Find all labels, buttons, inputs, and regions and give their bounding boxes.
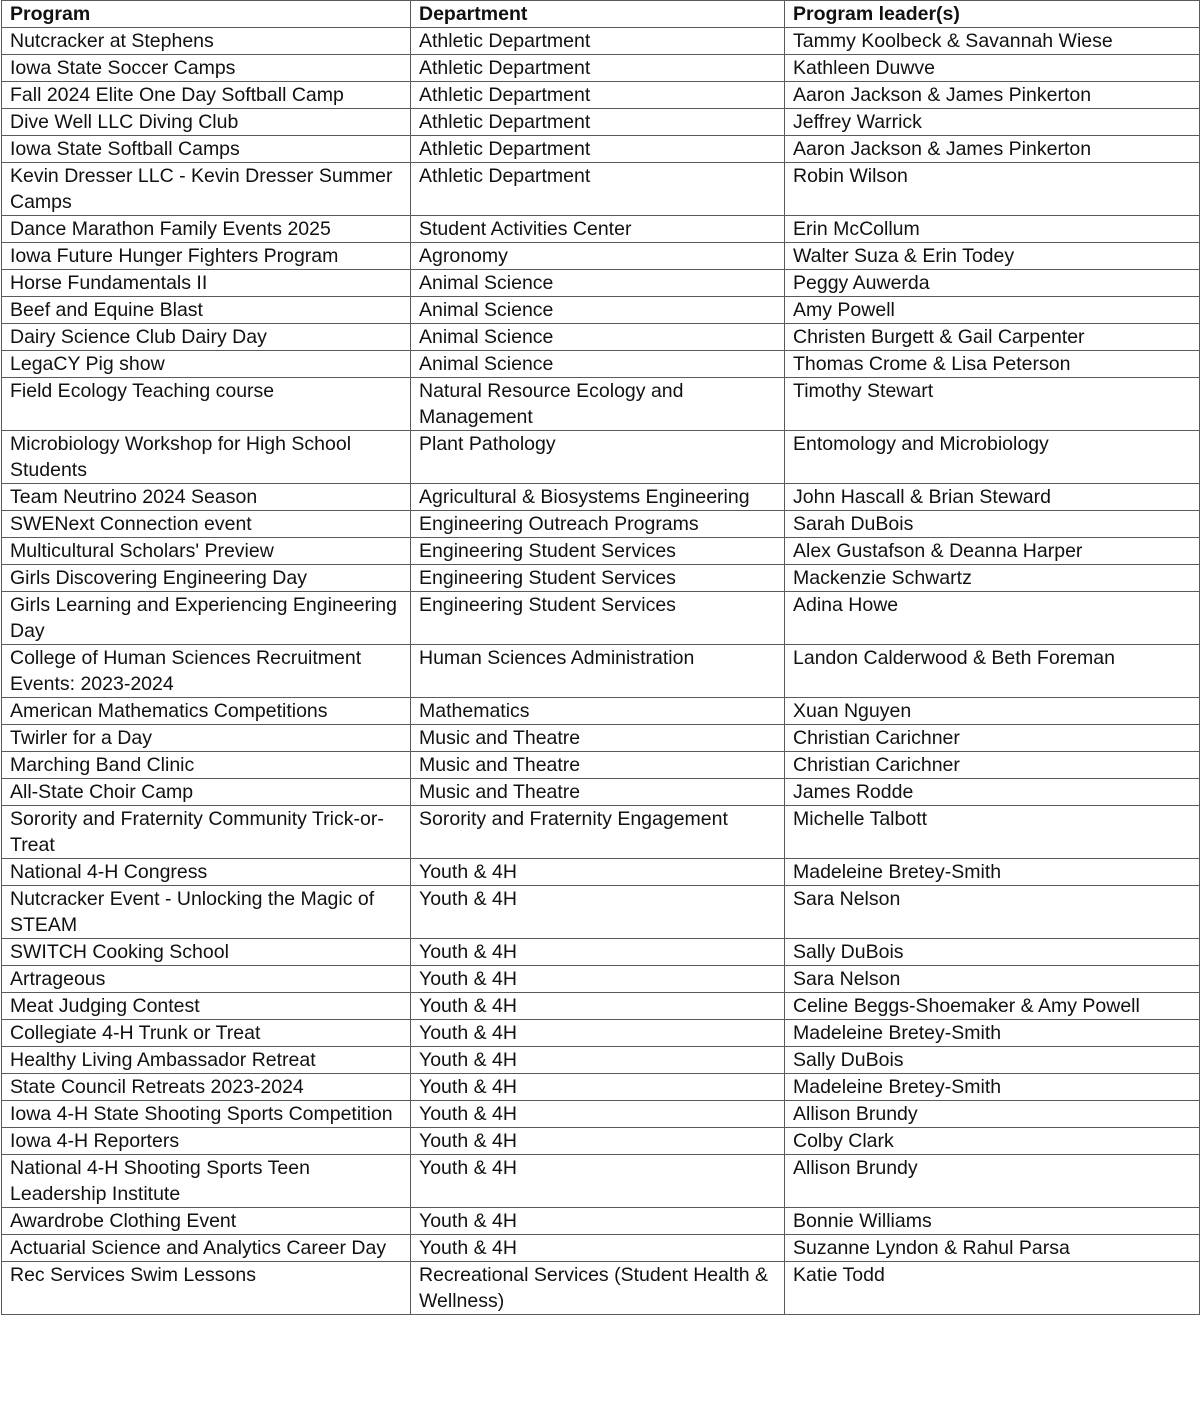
- table-row: [2, 484, 1200, 511]
- cell-department: Plant Pathology: [411, 431, 785, 484]
- cell-program-leaders: Amy Powell: [785, 297, 1200, 324]
- cell-department: Student Activities Center: [411, 216, 785, 243]
- cell-department: Athletic Department: [411, 28, 785, 55]
- cell-program-leaders: Sarah DuBois: [785, 511, 1200, 538]
- cell-department: Athletic Department: [411, 109, 785, 136]
- cell-department: Youth & 4H: [411, 1101, 785, 1128]
- table-row: [2, 1235, 1200, 1262]
- table-row: [2, 216, 1200, 243]
- cell-program: SWITCH Cooking School: [2, 939, 411, 966]
- cell-program: Artrageous: [2, 966, 411, 993]
- table-row: [2, 55, 1200, 82]
- cell-program-leaders: Mackenzie Schwartz: [785, 565, 1200, 592]
- cell-program-leaders: Timothy Stewart: [785, 378, 1200, 431]
- cell-program-leaders: Landon Calderwood & Beth Foreman: [785, 645, 1200, 698]
- cell-program-leaders: Xuan Nguyen: [785, 698, 1200, 725]
- cell-program-leaders: Bonnie Williams: [785, 1208, 1200, 1235]
- table-row: [2, 378, 1200, 431]
- cell-program-leaders: Peggy Auwerda: [785, 270, 1200, 297]
- cell-department: Mathematics: [411, 698, 785, 725]
- table-row: [2, 1020, 1200, 1047]
- table-row: [2, 351, 1200, 378]
- table-row: [2, 28, 1200, 55]
- cell-program: State Council Retreats 2023-2024: [2, 1074, 411, 1101]
- cell-program-leaders: Walter Suza & Erin Todey: [785, 243, 1200, 270]
- cell-department: Music and Theatre: [411, 779, 785, 806]
- cell-program: Nutcracker Event - Unlocking the Magic of STEAM: [2, 886, 411, 939]
- cell-program-leaders: Thomas Crome & Lisa Peterson: [785, 351, 1200, 378]
- cell-program-leaders: Robin Wilson: [785, 163, 1200, 216]
- table-row: [2, 645, 1200, 698]
- cell-department: Agronomy: [411, 243, 785, 270]
- cell-program-leaders: Christian Carichner: [785, 752, 1200, 779]
- table-row: [2, 297, 1200, 324]
- table-row: [2, 1047, 1200, 1074]
- cell-department: Youth & 4H: [411, 1074, 785, 1101]
- table-row: [2, 779, 1200, 806]
- cell-program-leaders: Kathleen Duwve: [785, 55, 1200, 82]
- cell-department: Human Sciences Administration: [411, 645, 785, 698]
- cell-program-leaders: James Rodde: [785, 779, 1200, 806]
- cell-program-leaders: Entomology and Microbiology: [785, 431, 1200, 484]
- cell-department: Animal Science: [411, 324, 785, 351]
- table-row: [2, 1101, 1200, 1128]
- cell-program: Healthy Living Ambassador Retreat: [2, 1047, 411, 1074]
- cell-department: Engineering Outreach Programs: [411, 511, 785, 538]
- table-row: [2, 725, 1200, 752]
- cell-department: Youth & 4H: [411, 1155, 785, 1208]
- cell-department: Music and Theatre: [411, 725, 785, 752]
- table-row: [2, 163, 1200, 216]
- table-row: [2, 1155, 1200, 1208]
- cell-program: American Mathematics Competitions: [2, 698, 411, 725]
- cell-program-leaders: Aaron Jackson & James Pinkerton: [785, 82, 1200, 109]
- cell-department: Animal Science: [411, 351, 785, 378]
- cell-program: Iowa 4-H State Shooting Sports Competition: [2, 1101, 411, 1128]
- cell-department: Music and Theatre: [411, 752, 785, 779]
- cell-program: Iowa State Softball Camps: [2, 136, 411, 163]
- cell-program-leaders: Allison Brundy: [785, 1101, 1200, 1128]
- table-row: [2, 1074, 1200, 1101]
- column-header-program: Program: [2, 1, 411, 28]
- cell-department: Animal Science: [411, 270, 785, 297]
- column-header-department: Department: [411, 1, 785, 28]
- cell-program: Iowa 4-H Reporters: [2, 1128, 411, 1155]
- cell-program: Multicultural Scholars' Preview: [2, 538, 411, 565]
- cell-department: Engineering Student Services: [411, 565, 785, 592]
- table-row: [2, 1208, 1200, 1235]
- cell-department: Engineering Student Services: [411, 538, 785, 565]
- cell-program-leaders: Suzanne Lyndon & Rahul Parsa: [785, 1235, 1200, 1262]
- cell-department: Youth & 4H: [411, 1020, 785, 1047]
- table-row: [2, 859, 1200, 886]
- cell-department: Sorority and Fraternity Engagement: [411, 806, 785, 859]
- cell-program-leaders: Christen Burgett & Gail Carpenter: [785, 324, 1200, 351]
- table-row: [2, 886, 1200, 939]
- cell-program: Horse Fundamentals II: [2, 270, 411, 297]
- cell-department: Youth & 4H: [411, 966, 785, 993]
- cell-program-leaders: Madeleine Bretey-Smith: [785, 1074, 1200, 1101]
- cell-department: Youth & 4H: [411, 993, 785, 1020]
- cell-program: SWENext Connection event: [2, 511, 411, 538]
- cell-department: Athletic Department: [411, 55, 785, 82]
- cell-program: Rec Services Swim Lessons: [2, 1262, 411, 1315]
- cell-department: Natural Resource Ecology and Management: [411, 378, 785, 431]
- cell-program: Iowa State Soccer Camps: [2, 55, 411, 82]
- cell-department: Youth & 4H: [411, 939, 785, 966]
- table-row: [2, 109, 1200, 136]
- cell-program-leaders: Christian Carichner: [785, 725, 1200, 752]
- table-row: [2, 82, 1200, 109]
- cell-program: All-State Choir Camp: [2, 779, 411, 806]
- cell-program: Marching Band Clinic: [2, 752, 411, 779]
- table-row: [2, 752, 1200, 779]
- cell-program: Iowa Future Hunger Fighters Program: [2, 243, 411, 270]
- cell-program-leaders: Tammy Koolbeck & Savannah Wiese: [785, 28, 1200, 55]
- cell-program: Dairy Science Club Dairy Day: [2, 324, 411, 351]
- cell-program: Sorority and Fraternity Community Trick-or-Treat: [2, 806, 411, 859]
- cell-department: Animal Science: [411, 297, 785, 324]
- cell-program-leaders: John Hascall & Brian Steward: [785, 484, 1200, 511]
- cell-program: Team Neutrino 2024 Season: [2, 484, 411, 511]
- cell-program: Beef and Equine Blast: [2, 297, 411, 324]
- column-header-program-leaders: Program leader(s): [785, 1, 1200, 28]
- table-row: [2, 243, 1200, 270]
- cell-department: Youth & 4H: [411, 859, 785, 886]
- cell-program-leaders: Sally DuBois: [785, 1047, 1200, 1074]
- cell-program: College of Human Sciences Recruitment Events: 2023-2024: [2, 645, 411, 698]
- table-row: [2, 806, 1200, 859]
- cell-program: Girls Learning and Experiencing Engineering Day: [2, 592, 411, 645]
- cell-program: Kevin Dresser LLC - Kevin Dresser Summer Camps: [2, 163, 411, 216]
- cell-program: National 4-H Shooting Sports Teen Leadership Institute: [2, 1155, 411, 1208]
- cell-program-leaders: Adina Howe: [785, 592, 1200, 645]
- cell-program-leaders: Michelle Talbott: [785, 806, 1200, 859]
- cell-program: Microbiology Workshop for High School Students: [2, 431, 411, 484]
- cell-program: Twirler for a Day: [2, 725, 411, 752]
- cell-department: Athletic Department: [411, 82, 785, 109]
- table-row: [2, 511, 1200, 538]
- table-row: [2, 324, 1200, 351]
- cell-department: Recreational Services (Student Health & Wellness): [411, 1262, 785, 1315]
- table-row: [2, 592, 1200, 645]
- cell-department: Athletic Department: [411, 136, 785, 163]
- cell-department: Youth & 4H: [411, 1047, 785, 1074]
- cell-department: Engineering Student Services: [411, 592, 785, 645]
- cell-program-leaders: Sally DuBois: [785, 939, 1200, 966]
- cell-program: National 4-H Congress: [2, 859, 411, 886]
- table-row: [2, 270, 1200, 297]
- cell-program-leaders: Colby Clark: [785, 1128, 1200, 1155]
- table-row: [2, 993, 1200, 1020]
- cell-department: Youth & 4H: [411, 1235, 785, 1262]
- cell-department: Youth & 4H: [411, 1208, 785, 1235]
- table-row: [2, 939, 1200, 966]
- table-row: [2, 431, 1200, 484]
- cell-program: Actuarial Science and Analytics Career Day: [2, 1235, 411, 1262]
- table-row: [2, 1262, 1200, 1315]
- cell-department: Athletic Department: [411, 163, 785, 216]
- table-row: [2, 966, 1200, 993]
- cell-program-leaders: Madeleine Bretey-Smith: [785, 1020, 1200, 1047]
- programs-table: [1, 0, 1200, 1315]
- cell-program-leaders: Alex Gustafson & Deanna Harper: [785, 538, 1200, 565]
- cell-program-leaders: Celine Beggs-Shoemaker & Amy Powell: [785, 993, 1200, 1020]
- cell-program: Collegiate 4-H Trunk or Treat: [2, 1020, 411, 1047]
- cell-program: LegaCY Pig show: [2, 351, 411, 378]
- cell-program-leaders: Aaron Jackson & James Pinkerton: [785, 136, 1200, 163]
- cell-program: Nutcracker at Stephens: [2, 28, 411, 55]
- cell-program: Awardrobe Clothing Event: [2, 1208, 411, 1235]
- cell-department: Agricultural & Biosystems Engineering: [411, 484, 785, 511]
- table-row: [2, 1128, 1200, 1155]
- cell-program-leaders: Allison Brundy: [785, 1155, 1200, 1208]
- table-body: [2, 28, 1200, 1315]
- cell-program: Dance Marathon Family Events 2025: [2, 216, 411, 243]
- cell-program: Meat Judging Contest: [2, 993, 411, 1020]
- cell-program-leaders: Sara Nelson: [785, 886, 1200, 939]
- cell-program-leaders: Katie Todd: [785, 1262, 1200, 1315]
- cell-program: Dive Well LLC Diving Club: [2, 109, 411, 136]
- table-row: [2, 538, 1200, 565]
- table-row: [2, 136, 1200, 163]
- header-row: [2, 1, 1200, 28]
- cell-program-leaders: Jeffrey Warrick: [785, 109, 1200, 136]
- table-row: [2, 698, 1200, 725]
- cell-department: Youth & 4H: [411, 886, 785, 939]
- cell-program-leaders: Madeleine Bretey-Smith: [785, 859, 1200, 886]
- cell-program: Field Ecology Teaching course: [2, 378, 411, 431]
- cell-department: Youth & 4H: [411, 1128, 785, 1155]
- cell-program-leaders: Erin McCollum: [785, 216, 1200, 243]
- cell-program-leaders: Sara Nelson: [785, 966, 1200, 993]
- cell-program: Girls Discovering Engineering Day: [2, 565, 411, 592]
- cell-program: Fall 2024 Elite One Day Softball Camp: [2, 82, 411, 109]
- table-row: [2, 565, 1200, 592]
